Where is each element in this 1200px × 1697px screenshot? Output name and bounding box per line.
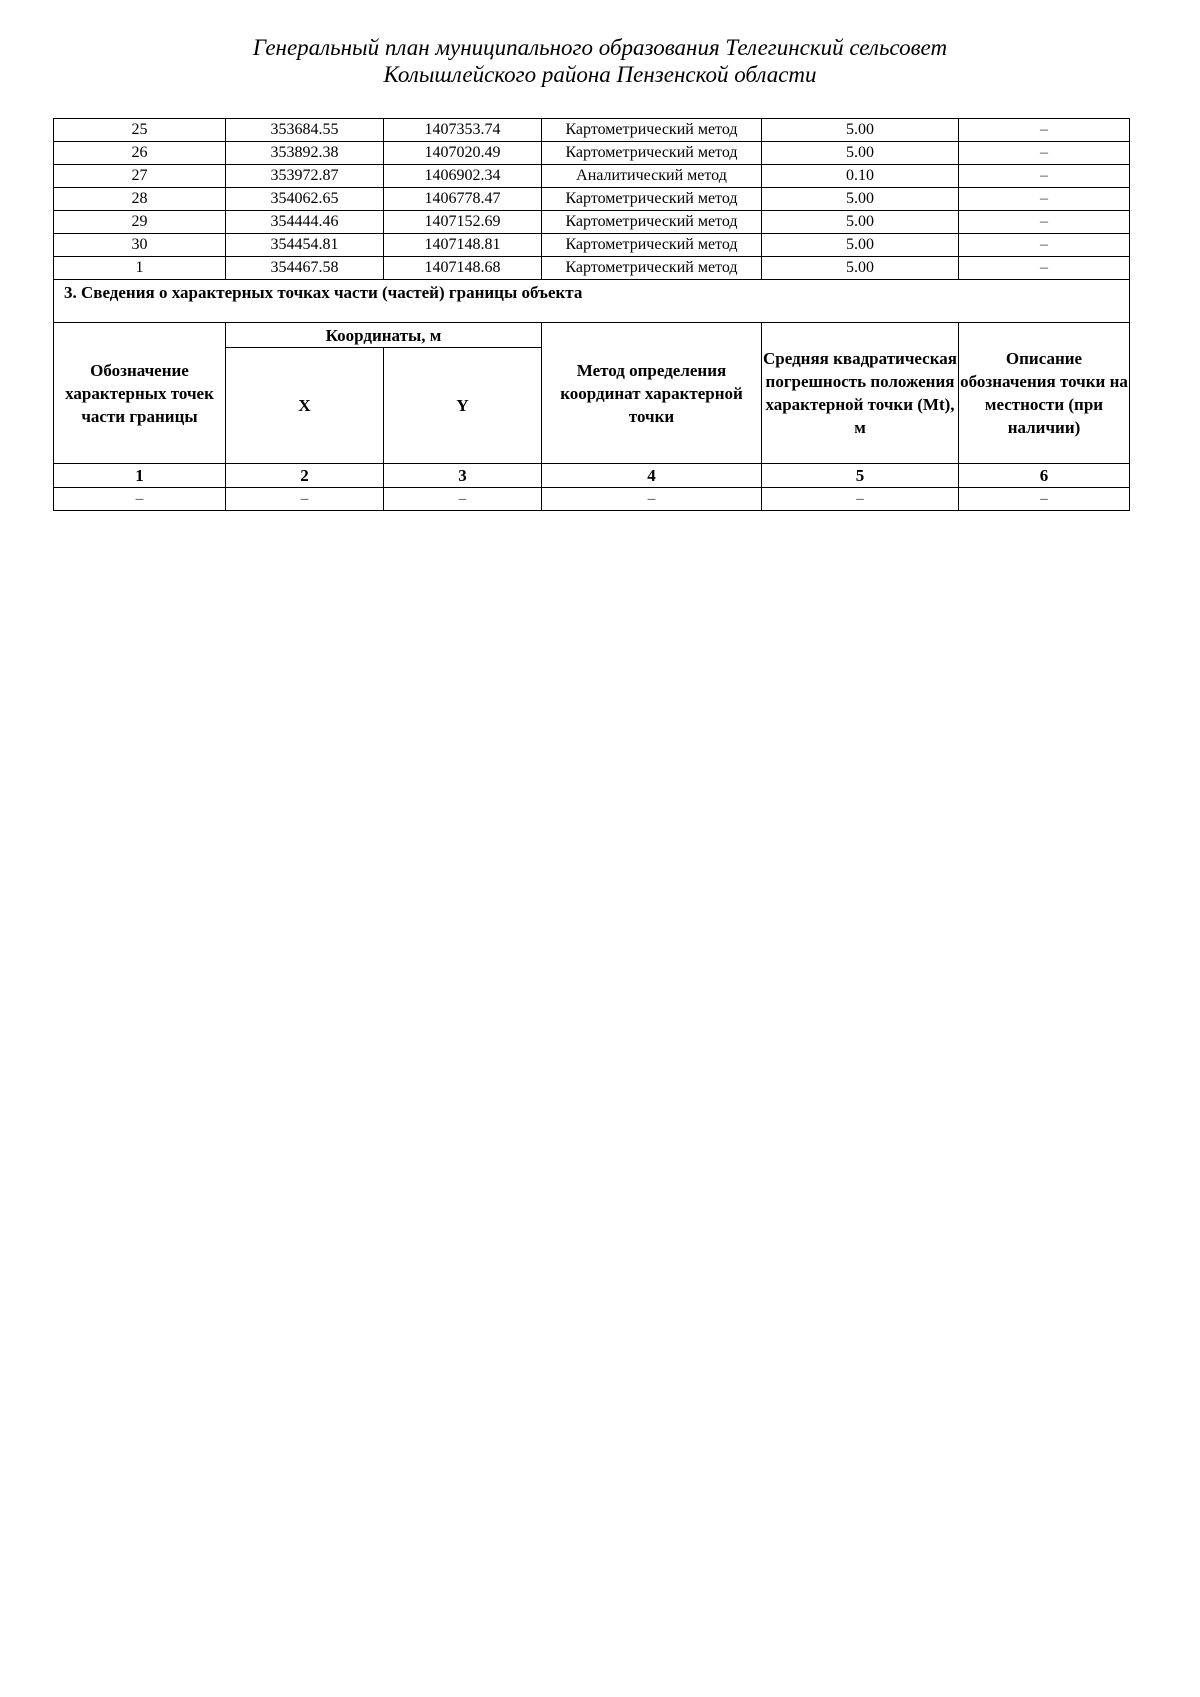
table-row [54, 119, 1130, 142]
coord-y: 1406778.47 [384, 188, 542, 211]
header-line-1: Генеральный план муниципального образования Телегинский сельсовет [252, 35, 948, 60]
mean-error: 5.00 [762, 142, 959, 165]
coord-x: 353972.87 [226, 165, 384, 188]
point-description: – [959, 188, 1130, 211]
empty-cell: – [959, 488, 1130, 511]
column-number: 5 [762, 464, 959, 488]
coord-y: 1407148.68 [384, 257, 542, 280]
coord-x: 354444.46 [226, 211, 384, 234]
column-number: 6 [959, 464, 1130, 488]
header-x: X [226, 348, 384, 464]
column-number: 1 [54, 464, 226, 488]
point-description: – [959, 165, 1130, 188]
coord-x: 353892.38 [226, 142, 384, 165]
coord-y: 1407020.49 [384, 142, 542, 165]
table-row [54, 234, 1130, 257]
point-number: 25 [54, 119, 226, 142]
point-number: 29 [54, 211, 226, 234]
method: Картометрический метод [542, 142, 762, 165]
mean-error: 5.00 [762, 188, 959, 211]
column-numbers-row [54, 464, 1130, 488]
header-row [54, 323, 1130, 348]
point-number: 1 [54, 257, 226, 280]
mean-error: 5.00 [762, 211, 959, 234]
empty-cell: – [384, 488, 542, 511]
table-row [54, 165, 1130, 188]
header-y: Y [384, 348, 542, 464]
table-row [54, 142, 1130, 165]
point-number: 26 [54, 142, 226, 165]
empty-cell: – [762, 488, 959, 511]
empty-cell: – [54, 488, 226, 511]
coord-x: 354454.81 [226, 234, 384, 257]
point-number: 30 [54, 234, 226, 257]
header-method: Метод определения координат характерной точки [542, 323, 762, 464]
boundary-points-table [53, 118, 1130, 511]
mean-error: 0.10 [762, 165, 959, 188]
empty-cell: – [226, 488, 384, 511]
column-number: 4 [542, 464, 762, 488]
header-description: Описание обозначения точки на местности (при наличии) [959, 323, 1130, 464]
coord-x: 353684.55 [226, 119, 384, 142]
coord-x: 354467.58 [226, 257, 384, 280]
table-row [54, 211, 1130, 234]
section-title: 3. Сведения о характерных точках части (частей) границы объекта [54, 280, 1130, 323]
point-description: – [959, 257, 1130, 280]
method: Картометрический метод [542, 211, 762, 234]
coord-x: 354062.65 [226, 188, 384, 211]
point-number: 28 [54, 188, 226, 211]
table-row [54, 488, 1130, 511]
coord-y: 1407353.74 [384, 119, 542, 142]
empty-cell: – [542, 488, 762, 511]
method: Картометрический метод [542, 119, 762, 142]
section-title-row [54, 280, 1130, 323]
column-number: 3 [384, 464, 542, 488]
point-description: – [959, 234, 1130, 257]
method: Картометрический метод [542, 234, 762, 257]
method: Картометрический метод [542, 257, 762, 280]
coord-y: 1406902.34 [384, 165, 542, 188]
mean-error: 5.00 [762, 119, 959, 142]
document-header [0, 34, 1200, 88]
point-description: – [959, 211, 1130, 234]
mean-error: 5.00 [762, 234, 959, 257]
point-number: 27 [54, 165, 226, 188]
header-mean-error: Средняя квадратическая погрешность положения характерной точки (Mt), м [762, 323, 959, 464]
table-row [54, 188, 1130, 211]
coord-y: 1407148.81 [384, 234, 542, 257]
table-row [54, 257, 1130, 280]
header-line-2: Колышлейского района Пензенской области [383, 62, 817, 87]
header-coordinates: Координаты, м [226, 323, 542, 348]
header-point-designation: Обозначение характерных точек части границы [54, 323, 226, 464]
mean-error: 5.00 [762, 257, 959, 280]
column-number: 2 [226, 464, 384, 488]
coord-y: 1407152.69 [384, 211, 542, 234]
point-description: – [959, 142, 1130, 165]
method: Аналитический метод [542, 165, 762, 188]
method: Картометрический метод [542, 188, 762, 211]
point-description: – [959, 119, 1130, 142]
